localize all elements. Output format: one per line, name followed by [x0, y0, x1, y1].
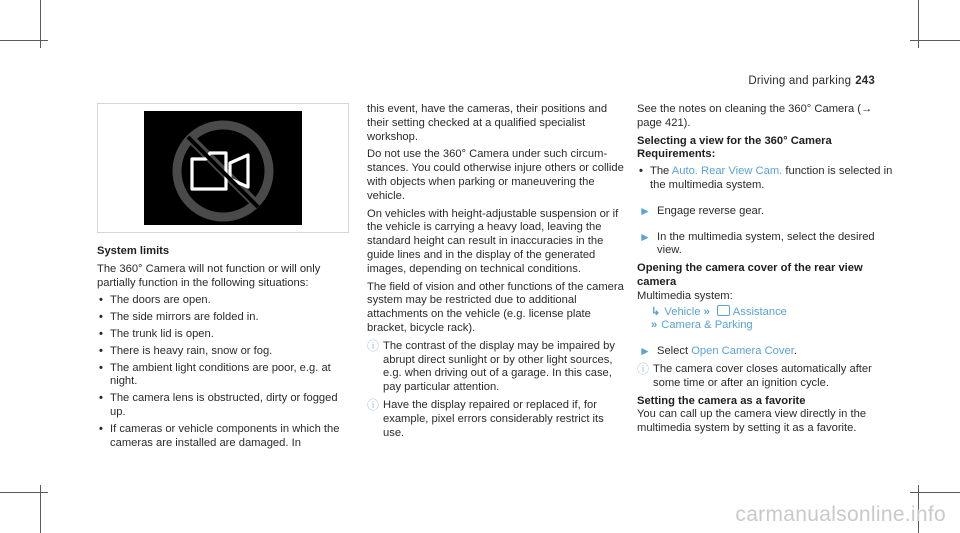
column-1: [97, 245, 355, 453]
step-arrow-icon: ►: [639, 229, 651, 244]
crop-mark: [910, 492, 960, 493]
list-item: • The trunk lid is open.: [99, 327, 214, 340]
paragraph: See the notes on cleaning the 360° Camera (→ page 421).: [637, 103, 873, 129]
car-icon: [717, 305, 730, 316]
step-arrow-icon: ►: [639, 203, 651, 218]
crop-mark: [0, 40, 48, 41]
paragraph: The 360° Camera will not function or will only partially function in the following situations:: [97, 262, 321, 289]
step: ► Engage reverse gear.: [639, 203, 764, 218]
step: ► In the multimedia system, select the desired view.: [639, 229, 875, 257]
heading-system-limits: System limits: [97, 245, 170, 257]
watermark: carmanualsonline.info: [735, 503, 946, 526]
paragraph: Do not use the 360° Camera under such circumstances. You could otherwise injure others or collide with objects when parking or maneuvering the vehicle.: [367, 148, 624, 202]
list-item: • If cameras or vehicle components in which the cameras are installed are damaged. In: [99, 422, 340, 449]
path-line: [637, 319, 899, 333]
return-arrow-icon: ↳: [651, 305, 661, 318]
running-header: [748, 75, 875, 87]
column-3: [637, 103, 899, 440]
step-arrow-icon: ►: [639, 344, 651, 359]
link-auto-rear-view-cam[interactable]: Auto. Rear View Cam.: [671, 165, 783, 178]
camera-off-panel: [144, 111, 302, 225]
crop-mark: [910, 40, 960, 41]
menu-path: [637, 305, 899, 334]
list-item: • There is heavy rain, snow or fog.: [99, 344, 273, 357]
limits-list: [97, 294, 355, 450]
list-item: • The side mirrors are folded in.: [99, 311, 259, 324]
double-chevron-icon: »: [703, 305, 710, 318]
heading-favorite: Setting the camera as a favorite: [637, 394, 806, 407]
note: ⓘ The camera cover closes automatically after some time or after an ignition cycle.: [637, 361, 872, 389]
list-item: • The Auto. Rear View Cam. function is selected in the multimedia system.: [639, 165, 893, 191]
multimedia-label: Multimedia system:: [637, 289, 733, 302]
path-assistance[interactable]: Assistance: [732, 305, 787, 318]
crop-mark: [0, 492, 48, 493]
requirements-list: [637, 165, 899, 193]
camera-off-icon: [144, 111, 302, 225]
info-icon: ⓘ: [367, 338, 380, 353]
heading-selecting-view: Selecting a view for the 360° Camera Requirements:: [637, 134, 832, 161]
link-open-camera-cover[interactable]: Open Camera Cover: [691, 345, 794, 358]
paragraph: this event, have the cameras, their positions and their setting checked at a qualified specialist workshop.: [367, 103, 608, 143]
note: ⓘ Have the display repaired or replaced if, for example, pixel errors considerably restrict its use.: [367, 397, 604, 439]
double-chevron-icon: »: [651, 319, 658, 332]
info-icon: ⓘ: [637, 361, 650, 376]
section-title: Driving and parking: [748, 75, 852, 87]
path-vehicle[interactable]: Vehicle: [664, 305, 701, 318]
heading-opening-cover: Opening the camera cover of the rear view camera: [637, 262, 863, 288]
paragraph: The field of vision and other functions of the camera system may be restricted due to additional attachments on the vehicle (e.g. license plate bracket, bicycle rack).: [367, 280, 624, 334]
info-icon: ⓘ: [367, 397, 380, 412]
column-2: [367, 103, 625, 444]
figure-frame: [97, 103, 349, 233]
list-item: • The ambient light conditions are poor, e.g. at night.: [99, 361, 331, 388]
page-number: 243: [855, 75, 875, 87]
list-item: • The camera lens is obstructed, dirty or fogged up.: [99, 392, 338, 418]
paragraph: You can call up the camera view directly in the multimedia system by setting it as a favorite.: [637, 408, 867, 435]
list-item: • The doors are open.: [99, 294, 211, 307]
step: ► Select Open Camera Cover.: [639, 344, 797, 359]
path-line: [637, 305, 899, 320]
paragraph: On vehicles with height-adjustable suspension or if the vehicle is carrying a heavy load, leaving the standard height can result in inaccuracies in the guide lines and in the display of the generated images, depending on technical conditions.: [367, 207, 619, 275]
path-camera-parking[interactable]: Camera & Parking: [661, 319, 753, 332]
note: ⓘ The contrast of the display may be impaired by abrupt direct sunlight or by other light sources, e.g. when driving out of a garage. In this case, pay particular attention.: [367, 338, 615, 394]
